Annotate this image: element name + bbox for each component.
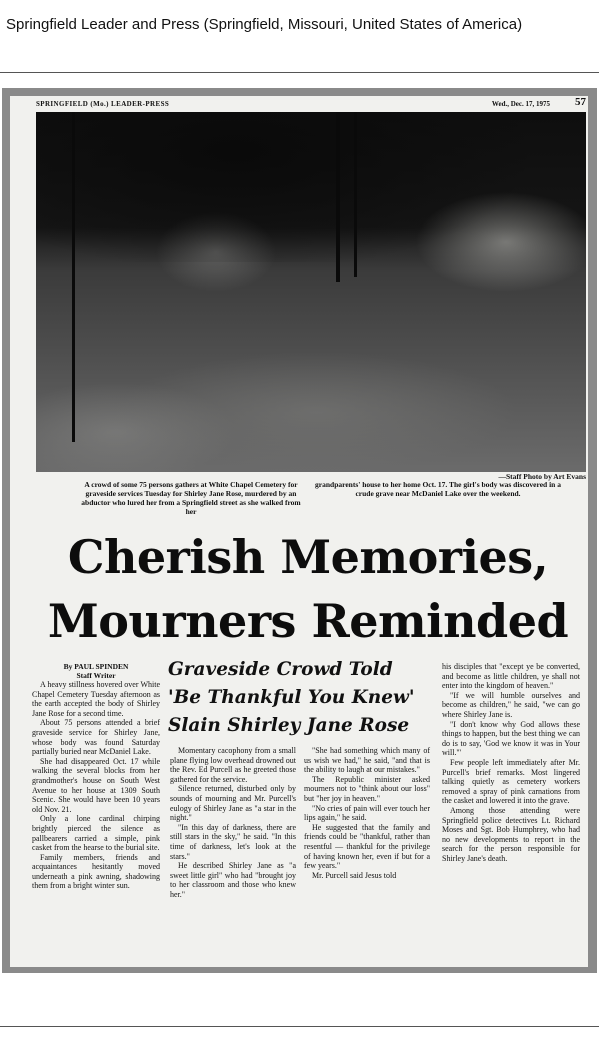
article-column-3: [304, 746, 430, 880]
tree-canopy: [36, 112, 586, 262]
paragraph: "No cries of pain will ever touch her lips again," he said.: [304, 803, 430, 823]
paragraph: Only a lone cardinal chirping brightly pierced the silence as pallbearers carried a simple, pink casket from the hearse to the burial site.: [32, 814, 160, 853]
article-column-2: [170, 746, 296, 900]
subhead-line: Slain Shirley Jane Rose: [168, 715, 410, 736]
photo-caption-left: A crowd of some 75 persons gathers at White Chapel Cemetery for graveside services Tuesday for Shirley Jane Rose, murdered by an abductor who lured her from a Springfield street as she walked from her: [81, 480, 301, 516]
paragraph: He described Shirley Jane as "a sweet little girl" who had "brought joy to her classroom and those who knew her.": [170, 861, 296, 899]
headline-line-1: Cherish Memories,: [67, 530, 549, 584]
paragraph: She had disappeared Oct. 17 while walking the several blocks from her grandmother's house on South West Avenue to her house at 1309 South Scenic. She would have been 10 years old Nov. 21.: [32, 756, 160, 814]
paragraph: "I don't know why God allows these things to happen, but the best thing we can do is to say, 'God we know it was in Your will.'": [442, 719, 580, 758]
cemetery-photo: [36, 112, 586, 472]
byline-name: By PAUL SPINDEN: [63, 662, 129, 671]
subheadline: [168, 656, 458, 740]
headline-line-2: Mourners Reminded: [47, 594, 569, 648]
paragraph: his disciples that "except ye be converted, and become as little children, ye shall not enter into the kingdom of heaven.": [442, 662, 580, 691]
tree-trunk: [72, 112, 75, 442]
tree-trunk: [354, 112, 357, 277]
paragraph: "She had something which many of us wish we had," he said, "and that is the ability to laugh at our mistakes.": [304, 746, 430, 775]
paragraph: Momentary cacophony from a small plane flying low overhead drowned out the Rev. Ed Purcell as he greeted those gathered for the service.: [170, 746, 296, 784]
photo-credit: —Staff Photo by Art Evans: [498, 472, 586, 481]
paragraph: Few people left immediately after Mr. Purcell's brief remarks. Most lingered talking quietly as cemetery workers removed a spray of pink carnations from the casket and lowered it into the grave.: [442, 757, 580, 806]
article-column-1: [32, 662, 160, 891]
paragraph: Mr. Purcell said Jesus told: [312, 870, 397, 880]
bottom-divider: [0, 1026, 599, 1027]
paragraph: Silence returned, disturbed only by sounds of mourning and Mr. Purcell's eulogy of Shirley Jane as "a star in the night.": [170, 784, 296, 823]
page-number: 57: [575, 96, 586, 108]
page-title: Springfield Leader and Press (Springfield, Missouri, United States of America): [6, 16, 523, 33]
article-column-4: [442, 662, 580, 863]
paragraph: Among those attending were Springfield police detectives Lt. Richard Moses and Sgt. Bob Humphrey, who had no new developments to report in the search for the person responsible for Shirley Jane's death.: [442, 805, 580, 863]
photo-caption-right: grandparents' house to her home Oct. 17. The girl's body was discovered in a crude grave near McDaniel Lake over the weekend.: [315, 480, 561, 498]
top-divider: [0, 72, 599, 73]
paragraph: "In this day of darkness, there are still stars in the sky," he said. "In this time of darkness, let's look at the stars.": [170, 822, 296, 861]
byline-role: Staff Writer: [76, 671, 116, 680]
subhead-line: 'Be Thankful You Knew': [168, 687, 415, 708]
subhead-line: Graveside Crowd Told: [168, 659, 393, 680]
newspaper-clipping: [10, 96, 588, 967]
tree-trunk: [336, 112, 340, 282]
paragraph: About 75 persons attended a brief graveside service for Shirley Jane, whose body was found Saturday partially buried near McDaniel Lake.: [32, 718, 160, 757]
paragraph: The Republic minister asked mourners not to "think about our loss" but "her joy in heaven.": [304, 774, 430, 803]
issue-date: Wed., Dec. 17, 1975: [491, 100, 550, 108]
paragraph: He suggested that the family and friends could be "thankful, rather than resentful — thankful for the privilege of having known her, even if but for a few years.": [304, 822, 430, 871]
paragraph: A heavy stillness hovered over White Chapel Cemetery Tuesday afternoon as the earth accepted the body of Shirley Jane Rose for a second time.: [32, 680, 160, 718]
masthead: SPRINGFIELD (Mo.) LEADER-PRESS: [36, 100, 170, 108]
paragraph: "If we will humble ourselves and become as children," he said, "we can go where Shirley Jane is.: [442, 690, 580, 719]
paragraph: Family members, friends and acquaintances hesitantly moved underneath a pink awning, shadowing them from a bright winter sun.: [32, 852, 160, 891]
